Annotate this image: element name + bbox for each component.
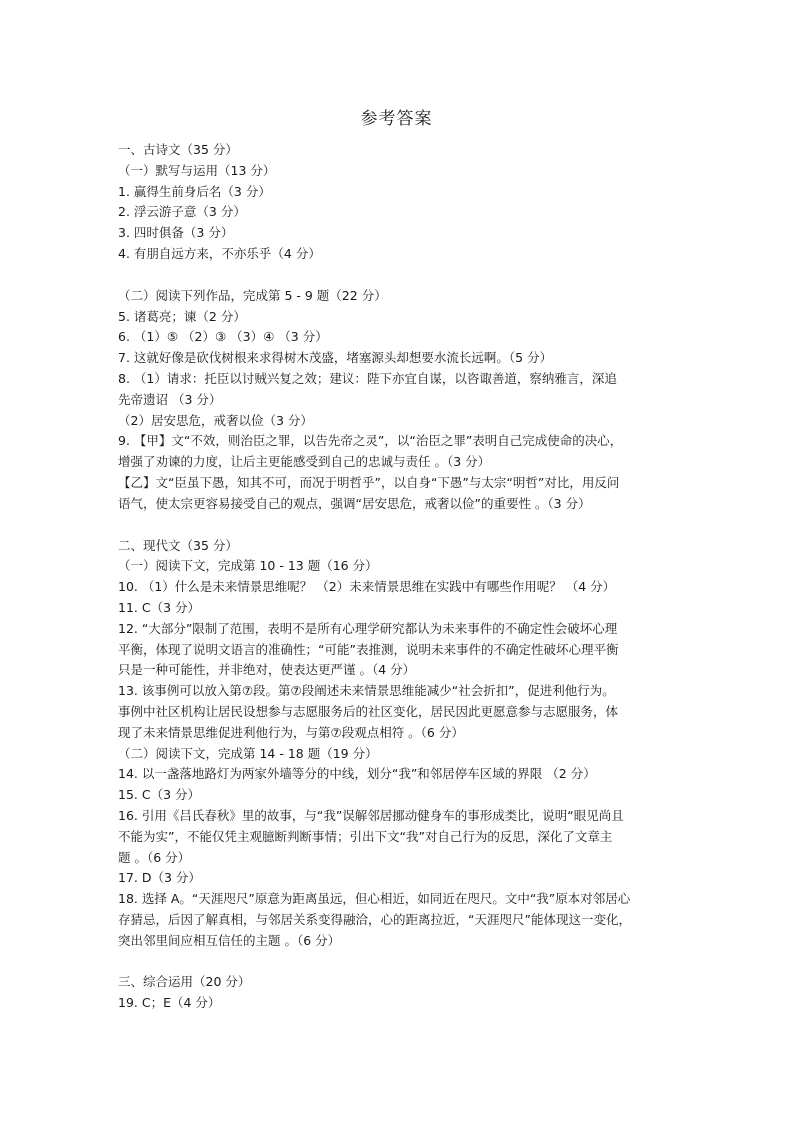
section-heading: 三、综合运用（20 分）	[118, 974, 251, 990]
answer-line: 4. 有朋自远方来，不亦乐乎（4 分）	[118, 245, 321, 261]
answer-line: 15. C（3 分）	[118, 787, 201, 803]
page-title: 参考答案	[360, 109, 433, 129]
answer-line: 5. 诸葛亮；谏（2 分）	[118, 308, 246, 324]
answer-line: 语气，使太宗更容易接受自己的观点，强调“居安思危，戒奢以俭”的重要性 。（3 分）	[118, 495, 591, 511]
answer-line: 现了未来情景思维促进利他行为，与第⑦段观点相符 。（6 分）	[118, 724, 464, 740]
answer-line: （一）阅读下文，完成第 10 - 13 题（16 分）	[118, 558, 378, 574]
answer-line: （一）默写与运用（13 分）	[118, 162, 276, 178]
block-gap	[118, 265, 678, 286]
section-gap	[118, 951, 678, 972]
answer-line: 8. （1）请求：托臣以讨贼兴复之效；建议：陛下亦宜自谋，以咨诹善道，察纳雅言，深追	[118, 370, 617, 386]
answer-line: 先帝遗诏 （3 分）	[118, 391, 222, 407]
answer-line: 只是一种可能性，并非绝对，使表达更严谨 。（4 分）	[118, 662, 416, 678]
answer-line: （2）居安思危，戒奢以俭（3 分）	[118, 412, 313, 428]
answer-line: 不能为实”，不能仅凭主观臆断判断事情；引出下文“我”对自己行为的反思，深化了文章主	[118, 828, 613, 844]
answer-line: 平衡，体现了说明文语言的准确性；“可能”表推测，说明未来事件的不确定性破坏心理平衡	[118, 641, 619, 657]
answer-line: 9. 【甲】文“不效，则治臣之罪，以告先帝之灵”，以“治臣之罪”表明自己完成使命的决心，	[118, 433, 623, 449]
answer-content	[118, 140, 678, 1014]
section-heading: 一、古诗文（35 分）	[118, 142, 238, 157]
answer-line: 增强了劝谏的力度，让后主更能感受到自己的忠诚与责任 。（3 分）	[118, 454, 491, 470]
answer-line: 11. C（3 分）	[118, 599, 201, 615]
answer-line: 16. 引用《吕氏春秋》里的故事，与“我”误解邻居挪动健身车的事形成类比，说明“眼见尚且	[118, 807, 624, 823]
section-gap	[118, 515, 678, 536]
answer-line: （二）阅读下列作品，完成第 5 - 9 题（22 分）	[118, 287, 387, 303]
answer-line: 10. （1）什么是未来情景思维呢？ （2）未来情景思维在实践中有哪些作用呢？ （4 分）	[118, 579, 616, 595]
answer-line: 题 。（6 分）	[118, 849, 191, 865]
section-heading: 二、现代文（35 分）	[118, 537, 238, 553]
answer-line: 18. 选择 A。“天涯咫尺”原意为距离虽远，但心相近，如同近在咫尺。文中“我”原本对邻居心	[118, 891, 631, 907]
answer-line: 1. 赢得生前身后名（3 分）	[118, 183, 271, 199]
answer-line: 17. D（3 分）	[118, 870, 201, 886]
answer-line: 19. C；E（4 分）	[118, 995, 221, 1011]
answer-line: 【乙】文“臣虽下愚，知其不可，而况于明哲乎”，以自身“下愚”与太宗“明哲”对比，用反问	[118, 474, 620, 490]
answer-line: 2. 浮云游子意（3 分）	[118, 204, 246, 220]
answer-line: 突出邻里间应相互信任的主题 。（6 分）	[118, 932, 341, 948]
answer-line: （二）阅读下文，完成第 14 - 18 题（19 分）	[118, 745, 378, 761]
answer-line: 14. 以一盏落地路灯为两家外墙等分的中线，划分“我”和邻居停车区域的界限 （2 分）	[118, 766, 596, 782]
answer-line: 7. 这就好像是砍伐树根来求得树木茂盛，堵塞源头却想要水流长远啊。（5 分）	[118, 350, 553, 366]
answer-line: 13. 该事例可以放入第⑦段。第⑦段阐述未来情景思维能减少“社会折扣”，促进利他行为。	[118, 683, 615, 699]
answer-line: 12. “大部分”限制了范围，表明不是所有心理学研究都认为未来事件的不确定性会破坏心理	[118, 620, 618, 636]
answer-line: 事例中社区机构让居民设想参与志愿服务后的社区变化，居民因此更愿意参与志愿服务，体	[118, 703, 619, 719]
answer-line: 存猜忌，后因了解真相，与邻居关系变得融洽，心的距离拉近，“天涯咫尺”能体现这一变化，	[118, 911, 631, 927]
answer-line: 3. 四时俱备（3 分）	[118, 225, 234, 241]
answer-line: 6. （1）⑤ （2）③ （3）④ （3 分）	[118, 329, 328, 345]
